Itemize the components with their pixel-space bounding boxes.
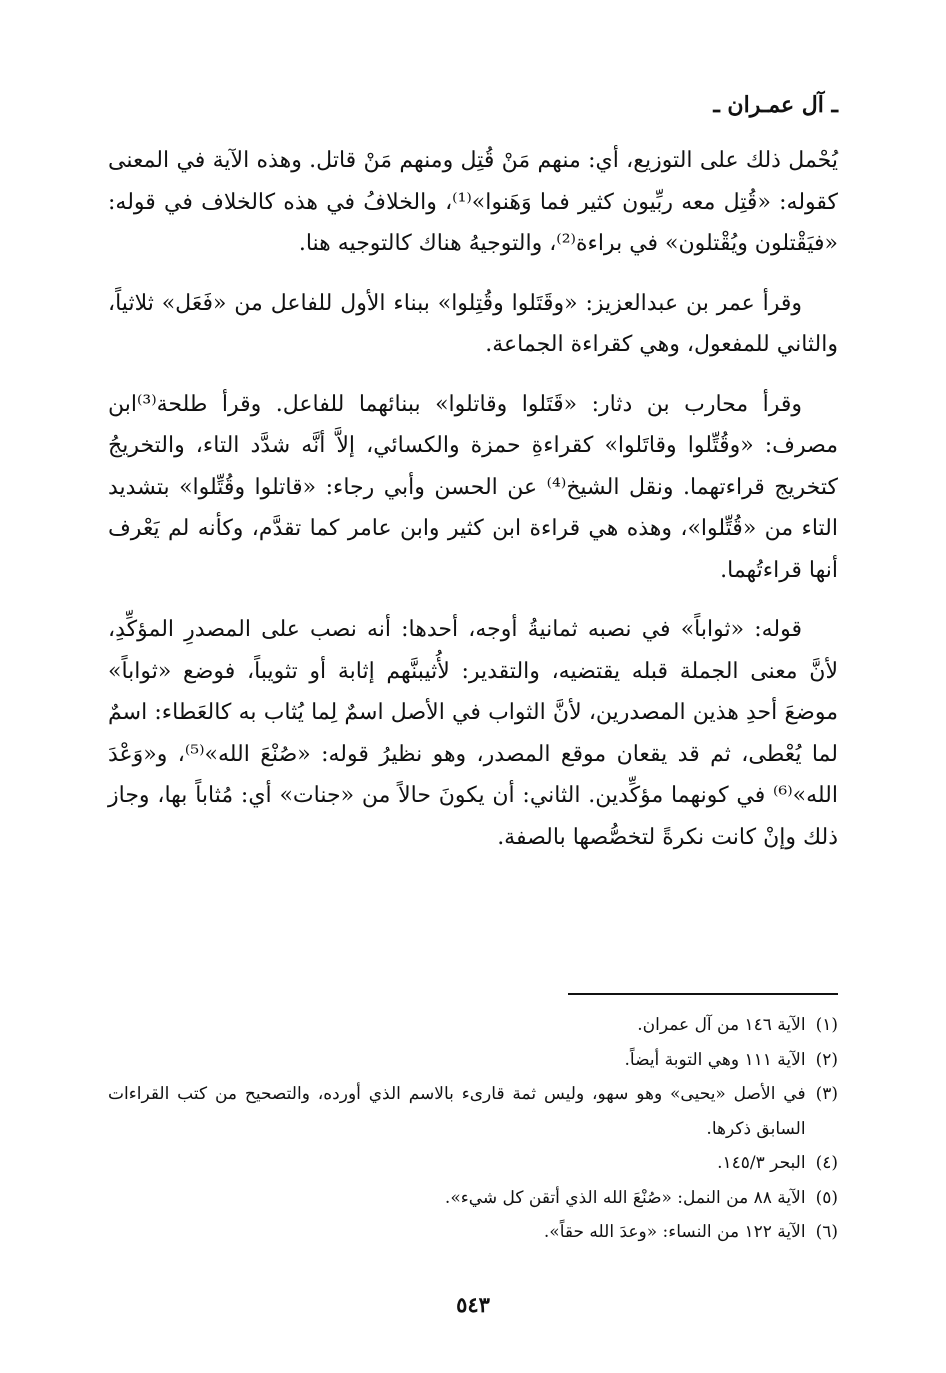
- page-number: ٥٤٣: [456, 1292, 490, 1317]
- footnote-text: الآية ٨٨ من النمل: «صُنْعَ الله الذي أتقن كل شيء».: [444, 1187, 806, 1208]
- footnote-divider: [568, 993, 838, 995]
- footnote-6: [108, 1215, 838, 1250]
- footnote-3: [108, 1077, 838, 1146]
- footnote-text: الآية ١٢٢ من النساء: «وعدَ الله حقاً».: [543, 1222, 806, 1242]
- paragraph-4: قوله: «ثواباً» في نصبه ثمانيةُ أوجه، أحدها: أنه نصب على المصدرِ المؤكِّدِ، لأنَّ معنى الجملة قبله يقتضيه، والتقدير: لأُثيبنَّهم إثابة أو تثويباً، فوضع «ثواباً» موضعَ أحدِ هذين المصدرين، لأنَّ الثواب في الأصل اسمٌ لِما يُثاب به كالعَطاء: اسمٌ لما يُعْطى، ثم قد يقعان موقع المصدر، وهو نظيرُ قوله: «صُنْعَ الله»⁽⁵⁾، و«وَعْدَ الله»⁽⁶⁾ في كونهما مؤكِّدين. الثاني: أن يكونَ حالاً من «جنات» أي: مُثاباً بها، وجاز ذلك وإنْ كانت نكرةً لتخصُّصها بالصفة.: [108, 617, 838, 850]
- main-text: [108, 140, 838, 876]
- footnote-2: [108, 1043, 838, 1078]
- footnote-text: الآية ١٤٦ من آل عمران.: [637, 1015, 806, 1035]
- footnote-text: في الأصل «يحيى» وهو سهو، وليس ثمة قارىء بالاسم الذي أورده، والتصحيح من كتب القراءات السابق ذكرها.: [108, 1084, 806, 1139]
- footnote-number: (٣): [815, 1084, 838, 1104]
- footnote-number: (٢): [815, 1049, 838, 1070]
- footnote-4: [108, 1146, 838, 1181]
- footnote-number: (٥): [815, 1187, 838, 1208]
- footnote-text: البحر ١٤٥/٣.: [717, 1153, 806, 1173]
- footnote-number: (١): [815, 1015, 838, 1035]
- paragraph-2: وقرأ عمر بن عبدالعزيز: «وقَتَلوا وقُتِلوا» ببناء الأول للفاعل من «فَعَل» ثلاثياً، والثاني للمفعول، وهي كقراءة الجماعة.: [108, 290, 838, 357]
- paragraph-3: وقرأ محارب بن دثار: «قَتَلوا وقاتلوا» ببنائهما للفاعل. وقرأ طلحة⁽³⁾ابن مصرف: «وقُتِّلوا وقاتَلوا» كقراءةِ حمزة والكسائي، إلاَّ أنَّه شدَّد التاء، والتخريجُ كتخريج قراءتهما. ونقل الشيخ⁽⁴⁾ عن الحسن وأبي رجاء: «قاتلوا وقُتِّلوا» بتشديد التاء من «قُتِّلوا»، وهذه هي قراءة ابن كثير وابن عامر كما تقدَّم، وكأنه لم يَعْرف أنها قراءتُهما.: [108, 391, 838, 583]
- footnote-5: [108, 1181, 838, 1216]
- footnote-number: (٤): [815, 1153, 838, 1173]
- paragraph-1: يُحْمل ذلك على التوزيع، أي: منهم مَنْ قُتِل ومنهم مَنْ قاتل. وهذه الآية في المعنى كقوله: «قُتِل معه ربِّيون كثير فما وَهَنوا»⁽¹⁾، والخلافُ في هذه كالخلاف في قوله: «فيَقْتلون ويُقْتلون» في براءة⁽²⁾، والتوجيهُ هناك كالتوجيه هنا.: [108, 148, 838, 256]
- running-header: ـ آل عمـران ـ: [713, 92, 838, 118]
- footnote-text: الآية ١١١ وهي التوبة أيضاً.: [624, 1049, 806, 1070]
- footnotes: [108, 1008, 838, 1250]
- footnote-1: [108, 1008, 838, 1043]
- footnote-number: (٦): [815, 1222, 838, 1242]
